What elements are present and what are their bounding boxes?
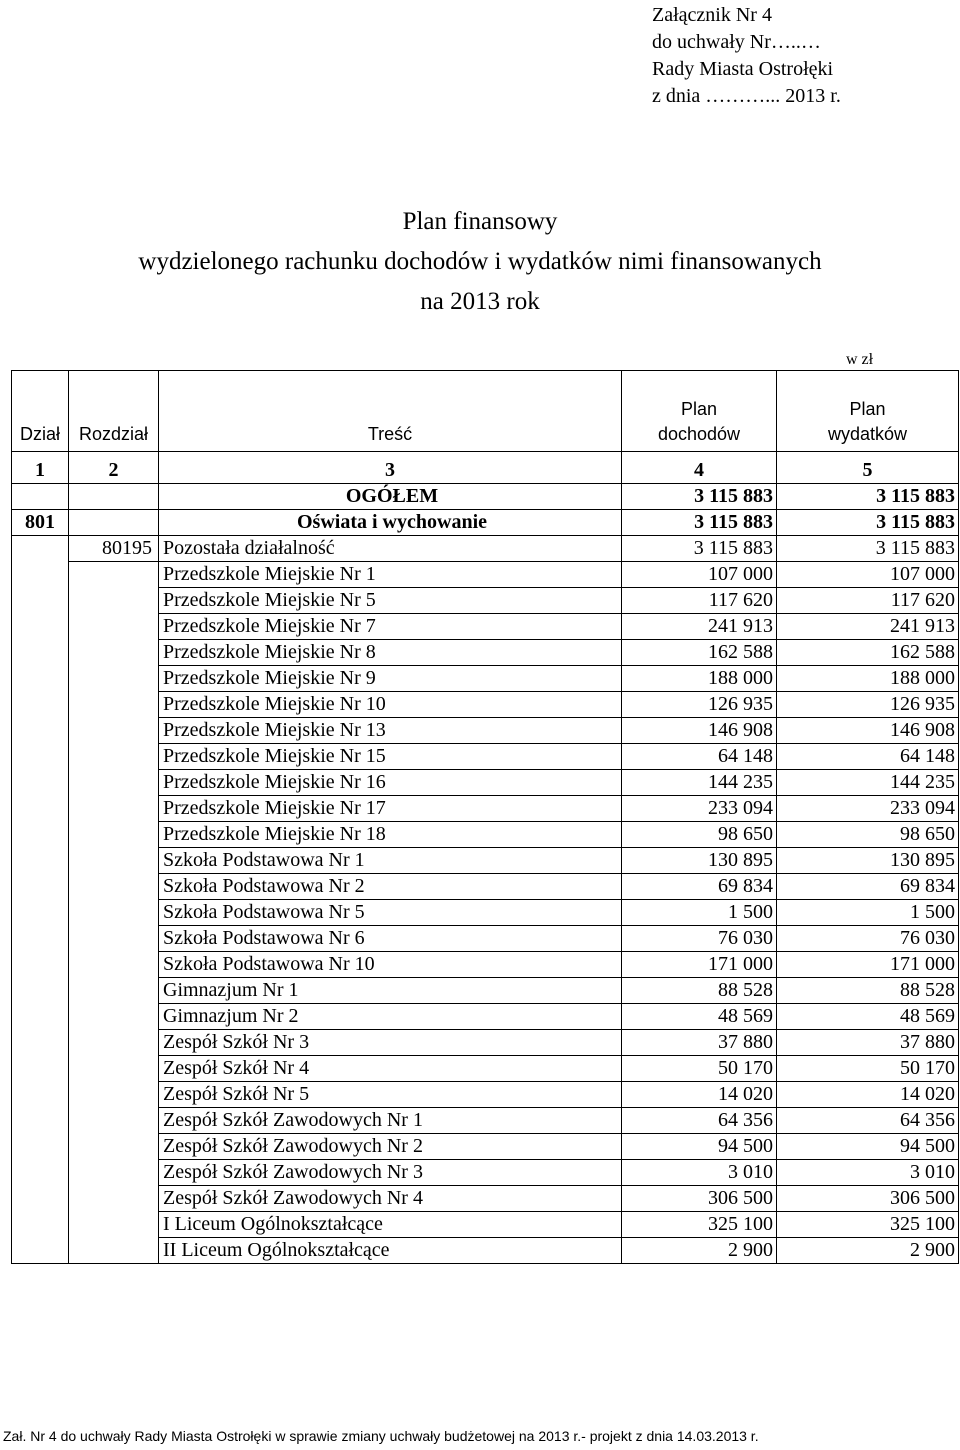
table-row xyxy=(12,744,959,770)
row-name: Przedszkole Miejskie Nr 16 xyxy=(159,770,622,796)
row-dzial-cell xyxy=(12,1108,69,1134)
subsection-rozdzial: 80195 xyxy=(69,536,159,562)
section-name: Oświata i wychowanie xyxy=(159,510,622,536)
row-wydatki: 37 880 xyxy=(777,1030,959,1056)
row-dzial-cell xyxy=(12,952,69,978)
row-name: Przedszkole Miejskie Nr 8 xyxy=(159,640,622,666)
row-wydatki: 69 834 xyxy=(777,874,959,900)
row-dochody: 50 170 xyxy=(622,1056,777,1082)
row-dzial-cell xyxy=(12,900,69,926)
row-name: Zespół Szkół Zawodowych Nr 2 xyxy=(159,1134,622,1160)
section-row xyxy=(12,510,959,536)
row-dzial-cell xyxy=(12,1160,69,1186)
row-name: Gimnazjum Nr 1 xyxy=(159,978,622,1004)
row-wydatki: 162 588 xyxy=(777,640,959,666)
row-dzial-cell xyxy=(12,666,69,692)
row-rozdzial-cell xyxy=(69,822,159,848)
row-wydatki: 48 569 xyxy=(777,1004,959,1030)
row-name: Przedszkole Miejskie Nr 5 xyxy=(159,588,622,614)
financial-plan-table xyxy=(11,370,959,1264)
table-row xyxy=(12,666,959,692)
table-row xyxy=(12,848,959,874)
row-dochody: 94 500 xyxy=(622,1134,777,1160)
section-dochody: 3 115 883 xyxy=(622,510,777,536)
total-label: OGÓŁEM xyxy=(159,484,622,510)
row-dochody: 98 650 xyxy=(622,822,777,848)
row-dochody: 171 000 xyxy=(622,952,777,978)
column-number-row xyxy=(12,458,959,484)
row-rozdzial-cell xyxy=(69,692,159,718)
row-wydatki: 188 000 xyxy=(777,666,959,692)
header-plan-dochodow-line-1: Plan xyxy=(680,399,718,419)
title-line-1: Plan finansowy xyxy=(402,208,558,235)
row-rozdzial-cell xyxy=(69,848,159,874)
row-rozdzial-cell xyxy=(69,770,159,796)
row-name: Przedszkole Miejskie Nr 7 xyxy=(159,614,622,640)
header-plan-wydatkow-line-1: Plan xyxy=(849,399,886,419)
subsection-row xyxy=(12,536,959,562)
row-rozdzial-cell xyxy=(69,744,159,770)
table-row xyxy=(12,926,959,952)
page-footer: Zał. Nr 4 do uchwały Rady Miasta Ostrołęki w sprawie zmiany uchwały budżetowej na 2013 r.- projekt z dnia 14.03.2013 r. xyxy=(3,1428,759,1444)
table-row xyxy=(12,1004,959,1030)
row-dochody: 241 913 xyxy=(622,614,777,640)
row-name: Przedszkole Miejskie Nr 18 xyxy=(159,822,622,848)
row-dzial-cell xyxy=(12,588,69,614)
row-dochody: 3 010 xyxy=(622,1160,777,1186)
row-name: Szkoła Podstawowa Nr 10 xyxy=(159,952,622,978)
row-wydatki: 50 170 xyxy=(777,1056,959,1082)
table-row xyxy=(12,1030,959,1056)
row-wydatki: 146 908 xyxy=(777,718,959,744)
table-row xyxy=(12,562,959,588)
row-rozdzial-cell xyxy=(69,1212,159,1238)
column-number: 3 xyxy=(159,458,622,484)
row-rozdzial-cell xyxy=(69,978,159,1004)
section-dzial: 801 xyxy=(12,510,69,536)
table-row xyxy=(12,796,959,822)
row-rozdzial-cell xyxy=(69,900,159,926)
row-wydatki: 171 000 xyxy=(777,952,959,978)
row-dochody: 2 900 xyxy=(622,1238,777,1264)
row-rozdzial-cell xyxy=(69,718,159,744)
row-rozdzial-cell xyxy=(69,874,159,900)
row-dochody: 76 030 xyxy=(622,926,777,952)
row-wydatki: 130 895 xyxy=(777,848,959,874)
row-wydatki: 98 650 xyxy=(777,822,959,848)
table-row xyxy=(12,1186,959,1212)
row-dochody: 146 908 xyxy=(622,718,777,744)
row-dochody: 233 094 xyxy=(622,796,777,822)
row-dochody: 37 880 xyxy=(622,1030,777,1056)
row-rozdzial-cell xyxy=(69,666,159,692)
attachment-line-4: z dnia ………... 2013 r. xyxy=(652,85,841,107)
row-name: Szkoła Podstawowa Nr 1 xyxy=(159,848,622,874)
row-wydatki: 76 030 xyxy=(777,926,959,952)
row-name: Zespół Szkół Zawodowych Nr 4 xyxy=(159,1186,622,1212)
row-wydatki: 3 010 xyxy=(777,1160,959,1186)
header-plan-dochodow-line-2: dochodów xyxy=(657,424,741,444)
row-rozdzial-cell xyxy=(69,1082,159,1108)
row-dochody: 1 500 xyxy=(622,900,777,926)
row-dochody: 126 935 xyxy=(622,692,777,718)
row-dochody: 188 000 xyxy=(622,666,777,692)
table-row xyxy=(12,1056,959,1082)
row-dochody: 48 569 xyxy=(622,1004,777,1030)
row-dzial-cell xyxy=(12,796,69,822)
row-dochody: 144 235 xyxy=(622,770,777,796)
row-name: Zespół Szkół Zawodowych Nr 3 xyxy=(159,1160,622,1186)
row-rozdzial-cell xyxy=(69,588,159,614)
row-dzial-cell xyxy=(12,926,69,952)
row-dochody: 64 148 xyxy=(622,744,777,770)
row-wydatki: 107 000 xyxy=(777,562,959,588)
row-dochody: 69 834 xyxy=(622,874,777,900)
row-name: Zespół Szkół Nr 4 xyxy=(159,1056,622,1082)
column-number: 1 xyxy=(12,458,69,484)
row-dochody: 117 620 xyxy=(622,588,777,614)
table-row xyxy=(12,874,959,900)
section-wydatki: 3 115 883 xyxy=(777,510,959,536)
row-name: Zespół Szkół Nr 3 xyxy=(159,1030,622,1056)
total-dochody: 3 115 883 xyxy=(622,484,777,510)
row-wydatki: 14 020 xyxy=(777,1082,959,1108)
row-rozdzial-cell xyxy=(69,952,159,978)
row-wydatki: 117 620 xyxy=(777,588,959,614)
row-dzial-cell xyxy=(12,562,69,588)
row-wydatki: 233 094 xyxy=(777,796,959,822)
row-rozdzial-cell xyxy=(69,1030,159,1056)
row-rozdzial-cell xyxy=(69,926,159,952)
row-name: Przedszkole Miejskie Nr 9 xyxy=(159,666,622,692)
column-number: 2 xyxy=(69,458,159,484)
row-name: Szkoła Podstawowa Nr 2 xyxy=(159,874,622,900)
row-dzial-cell xyxy=(12,1134,69,1160)
subsection-dochody: 3 115 883 xyxy=(622,536,777,562)
title-line-3: na 2013 rok xyxy=(420,288,540,315)
table-row xyxy=(12,1108,959,1134)
row-name: Przedszkole Miejskie Nr 13 xyxy=(159,718,622,744)
row-wydatki: 241 913 xyxy=(777,614,959,640)
table-row xyxy=(12,1134,959,1160)
row-dzial-cell xyxy=(12,614,69,640)
row-dzial-cell xyxy=(12,978,69,1004)
row-name: Przedszkole Miejskie Nr 1 xyxy=(159,562,622,588)
row-dzial-cell xyxy=(12,640,69,666)
row-rozdzial-cell xyxy=(69,1134,159,1160)
table-row xyxy=(12,614,959,640)
attachment-line-3: Rady Miasta Ostrołęki xyxy=(652,58,834,80)
row-rozdzial-cell xyxy=(69,562,159,588)
row-rozdzial-cell xyxy=(69,1004,159,1030)
row-wydatki: 1 500 xyxy=(777,900,959,926)
row-name: Szkoła Podstawowa Nr 6 xyxy=(159,926,622,952)
row-wydatki: 88 528 xyxy=(777,978,959,1004)
table-row xyxy=(12,952,959,978)
row-dochody: 88 528 xyxy=(622,978,777,1004)
row-rozdzial-cell xyxy=(69,1160,159,1186)
row-dochody: 325 100 xyxy=(622,1212,777,1238)
row-dzial-cell xyxy=(12,744,69,770)
row-dzial-cell xyxy=(12,874,69,900)
row-dochody: 162 588 xyxy=(622,640,777,666)
row-wydatki: 325 100 xyxy=(777,1212,959,1238)
row-wydatki: 2 900 xyxy=(777,1238,959,1264)
row-rozdzial-cell xyxy=(69,1056,159,1082)
total-row xyxy=(12,484,959,510)
row-wydatki: 64 148 xyxy=(777,744,959,770)
row-dzial-cell xyxy=(12,822,69,848)
row-dzial-cell xyxy=(12,1030,69,1056)
row-dzial-cell xyxy=(12,1082,69,1108)
row-dzial-cell xyxy=(12,1212,69,1238)
table-row xyxy=(12,822,959,848)
row-wydatki: 144 235 xyxy=(777,770,959,796)
currency-unit: w zł xyxy=(846,351,874,368)
row-dochody: 306 500 xyxy=(622,1186,777,1212)
row-rozdzial-cell xyxy=(69,614,159,640)
row-dzial-cell xyxy=(12,1238,69,1264)
row-name: Przedszkole Miejskie Nr 17 xyxy=(159,796,622,822)
row-name: II Liceum Ogólnokształcące xyxy=(159,1238,622,1264)
table-row xyxy=(12,640,959,666)
title-line-2: wydzielonego rachunku dochodów i wydatków nimi finansowanych xyxy=(138,248,822,275)
row-name: Zespół Szkół Zawodowych Nr 1 xyxy=(159,1108,622,1134)
row-name: Szkoła Podstawowa Nr 5 xyxy=(159,900,622,926)
row-wydatki: 306 500 xyxy=(777,1186,959,1212)
table-row xyxy=(12,718,959,744)
header-rozdzial: Rozdział xyxy=(69,371,159,452)
attachment-header xyxy=(652,2,952,110)
table-row xyxy=(12,900,959,926)
attachment-line-1: Załącznik Nr 4 xyxy=(652,4,772,26)
row-dzial-cell xyxy=(12,692,69,718)
table-row xyxy=(12,978,959,1004)
row-name: I Liceum Ogólnokształcące xyxy=(159,1212,622,1238)
document-title xyxy=(0,202,960,322)
row-dochody: 14 020 xyxy=(622,1082,777,1108)
attachment-line-2: do uchwały Nr…..… xyxy=(652,31,821,53)
row-rozdzial-cell xyxy=(69,1186,159,1212)
row-rozdzial-cell xyxy=(69,796,159,822)
row-dochody: 64 356 xyxy=(622,1108,777,1134)
header-dzial: Dział xyxy=(12,371,69,452)
table-row xyxy=(12,1082,959,1108)
total-wydatki: 3 115 883 xyxy=(777,484,959,510)
header-plan-wydatkow xyxy=(777,371,959,452)
row-name: Przedszkole Miejskie Nr 15 xyxy=(159,744,622,770)
row-name: Przedszkole Miejskie Nr 10 xyxy=(159,692,622,718)
column-number: 4 xyxy=(622,458,777,484)
table-row xyxy=(12,588,959,614)
row-wydatki: 94 500 xyxy=(777,1134,959,1160)
table-row xyxy=(12,1212,959,1238)
table-header-row xyxy=(12,371,959,452)
row-rozdzial-cell xyxy=(69,640,159,666)
row-dzial-cell xyxy=(12,848,69,874)
row-name: Gimnazjum Nr 2 xyxy=(159,1004,622,1030)
row-dzial-cell xyxy=(12,1056,69,1082)
row-wydatki: 64 356 xyxy=(777,1108,959,1134)
row-dzial-cell xyxy=(12,718,69,744)
table-row xyxy=(12,770,959,796)
subsection-wydatki: 3 115 883 xyxy=(777,536,959,562)
row-rozdzial-cell xyxy=(69,1108,159,1134)
row-name: Zespół Szkół Nr 5 xyxy=(159,1082,622,1108)
row-dochody: 107 000 xyxy=(622,562,777,588)
table-row xyxy=(12,1160,959,1186)
row-dzial-cell xyxy=(12,1004,69,1030)
header-tresc: Treść xyxy=(159,371,622,452)
row-dochody: 130 895 xyxy=(622,848,777,874)
table-row xyxy=(12,692,959,718)
header-plan-wydatkow-line-2: wydatków xyxy=(827,424,908,444)
row-wydatki: 126 935 xyxy=(777,692,959,718)
header-plan-dochodow xyxy=(622,371,777,452)
row-rozdzial-cell xyxy=(69,1238,159,1264)
subsection-name: Pozostała działalność xyxy=(159,536,622,562)
row-dzial-cell xyxy=(12,1186,69,1212)
row-dzial-cell xyxy=(12,770,69,796)
table-row xyxy=(12,1238,959,1264)
column-number: 5 xyxy=(777,458,959,484)
